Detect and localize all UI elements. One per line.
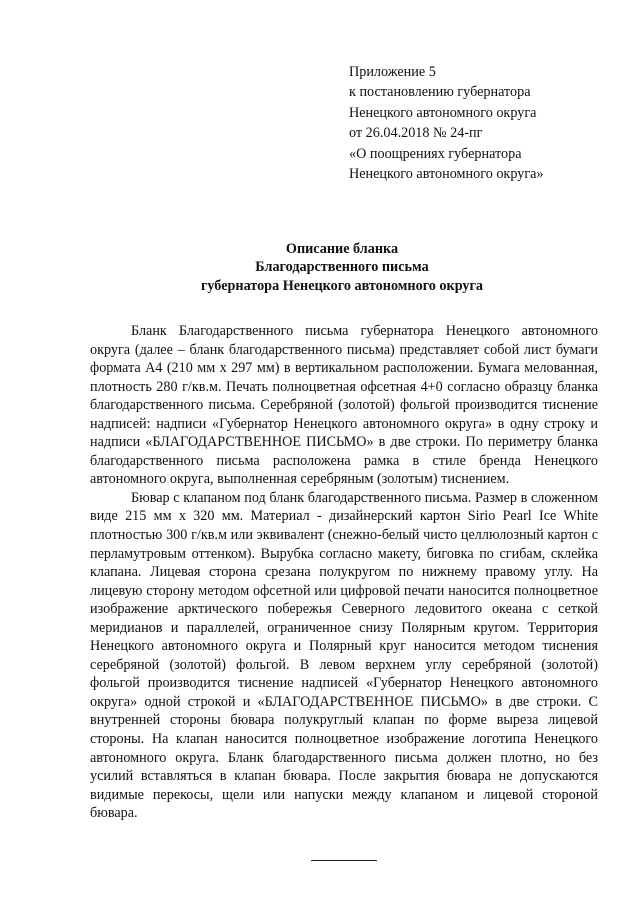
appendix-line: «О поощрениях губернатора <box>349 145 522 162</box>
appendix-line: Ненецкого автономного округа» <box>349 166 544 183</box>
title-line: губернатора Ненецкого автономного округа <box>200 277 484 294</box>
appendix-line: Ненецкого автономного округа <box>349 104 537 121</box>
document-body <box>90 322 598 823</box>
footer-divider <box>311 860 377 861</box>
document-title <box>0 240 640 295</box>
appendix-number: Приложение 5 <box>349 64 436 80</box>
body-paragraph: Бланк Благодарственного письма губернатора Ненецкого автономного округа (далее – бланк благодарственного письма) представляет собой лист бумаги формата А4 (210 мм x 297 мм) в вертикальном расположении. Бумага мелованная, плотность 280 г/кв.м. Печать полноцветная офсетная 4+0 согласно образцу бланка благодарственного письма. Серебряной (золотой) фольгой производится тиснение надписей: надписи «Губернатор Ненецкого автономного округа» в одну строку и надписи «БЛАГОДАРСТВЕННОЕ ПИСЬМО» в две строки. По периметру бланка благодарственного письма расположена рамка в стиле бренда Ненецкого автономного округа, выполненная серебряным (золотым) тиснением. <box>90 323 598 488</box>
appendix-line: к постановлению губернатора <box>349 84 531 101</box>
appendix-block <box>349 62 544 184</box>
title-line: Описание бланка <box>285 241 399 257</box>
body-paragraph: Бювар с клапаном под бланк благодарственного письма. Размер в сложенном виде 215 мм x 320 мм. Материал - дизайнерский картон Sirio Pearl Ice White плотностью 300 г/кв.м или эквивалент (снежно-белый чисто целлюлозный картон с перламутровым оттенком). Вырубка согласно макету, биговка по сгибам, склейка клапана. Лицевая сторона срезана полукругом по нижнему правому углу. На лицевую сторону методом офсетной или цифровой печати наносится полноцветное изображение арктического побережья Северного ледовитого океана с сеткой меридианов и параллелей, ограниченное снизу Полярным кругом. Территория Ненецкого автономного округа и Полярный круг наносится методом тиснения серебряной (золотой) фольгой. В левом верхнем углу серебряной (золотой) фольгой производится тиснение надписей «Губернатор Ненецкого автономного округа» одной строкой и «БЛАГОДАРСТВЕННОЕ ПИСЬМО» в две строки. С внутренней стороны бювара полукруглый клапан по форме выреза лицевой стороны. На клапан наносится полноцветное изображение логотипа Ненецкого автономного округа. Бланк благодарственного письма должен плотно, но без усилий вставляться в клапан бювара. После закрытия бювара не допускаются видимые перекосы, щели или напуски между клапаном и лицевой стороной бювара. <box>90 489 598 822</box>
title-line: Благодарственного письма <box>255 259 429 276</box>
appendix-date-number: от 26.04.2018 № 24-пг <box>349 125 483 142</box>
